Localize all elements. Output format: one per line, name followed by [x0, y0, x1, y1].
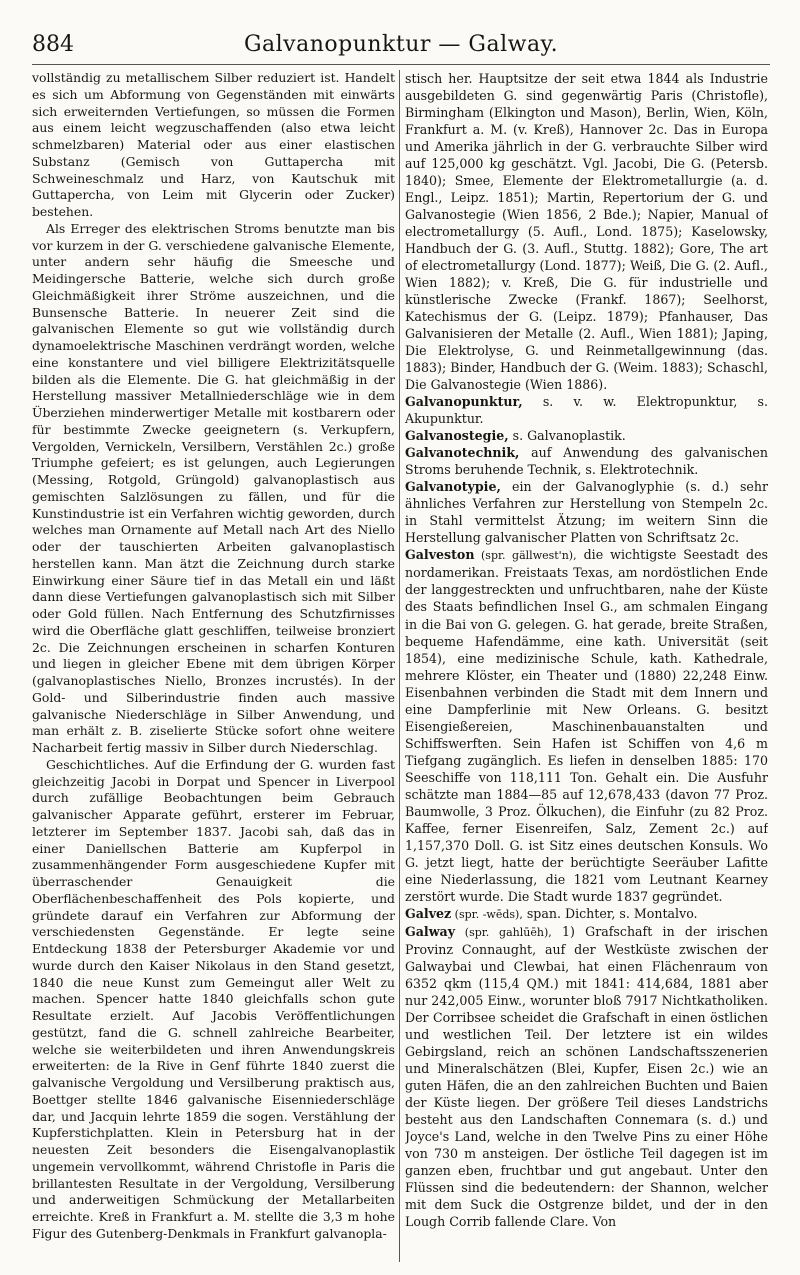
entry-headword: Galvanotypie,	[405, 479, 501, 495]
entry-pronunciation: (spr. gällwest'n),	[474, 549, 577, 563]
dictionary-entry	[405, 923, 768, 1230]
left-column	[32, 70, 395, 1265]
dictionary-entry	[405, 427, 768, 444]
entry-headword: Galvez	[405, 905, 452, 921]
entry-headword: Galvanostegie,	[405, 428, 509, 444]
entry-text: s. Galvanoplastik.	[508, 428, 626, 444]
dictionary-entry	[405, 546, 768, 904]
paragraph: Als Erreger des elektrischen Stroms benutzte man bis vor kurzem in der G. verschiedene galvanische Elemente, unter andern sehr häufig die Smeesche und Meidingersche Batterie, welche sich durch große Gleichmäßigkeit ihrer Ströme auszeichnen, und die Bunsensche Batterie. In neuerer Zeit sind die galvanischen Elemente so gut wie vollständig durch dynamoelektrische Maschinen verdrängt worden, welche eine konstantere und viel billigere Elektrizitätsquelle bilden als die Elemente. Die G. hat gleichmäßig in der Herstellung massiver Metallniederschläge wie in dem Überziehen minderwertiger Metalle mit kostbarern oder für bestimmte Zwecke geeignetern (s. Verkupfern, Vergolden, Vernickeln, Versilbern, Verstählen 2c.) große Triumphe gefeiert; es ist gelungen, auch Legierungen (Messing, Rotgold, Grüngold) galvanoplastisch aus gemischten Salzlösungen zu fällen, und für die Kunstindustrie ist ein Verfahren wichtig geworden, durch welches man Ornamente auf Metall nach Art des Niello oder der tauschierten Arbeiten galvanoplastisch herstellen kann. Man ätzt die Zeichnung durch starke Einwirkung einer Säure tief in das Metall ein und läßt dann diese Vertiefungen galvanoplastisch sich mit Silber oder Gold füllen. Nach Entfernung des Schutzfirnisses wird die Oberfläche glatt geschliffen, teilweise bronziert 2c. Die Zeichnungen erscheinen in scharfen Konturen und liegen in gleicher Ebene mit dem übrigen Körper (galvanoplastisches Niello, Bronzes incrustés). In der Gold- und Silberindustrie finden auch massive galvanische Niederschläge in Silber Anwendung, und man erhält z. B. ziselierte Stücke sofort ohne weitere Nacharbeit fertig massiv in Silber durch Niederschlag.	[32, 220, 395, 755]
entry-headword: Galvanopunktur,	[405, 394, 523, 410]
entry-text: s. v. w. Elektropunktur, s. Akupunktur.	[405, 394, 768, 427]
entry-text: span. Dichter, s. Montalvo.	[522, 905, 698, 921]
entry-headword: Galvanotechnik,	[405, 445, 520, 461]
entry-text: ein der Galvanoglyphie (s. d.) sehr ähnliches Verfahren zur Herstellung von Stempeln 2c. in Stahl vermittelst Ätzung; im weitern Sinn die Herstellung galvanischer Platten von Schriftsatz 2c.	[405, 479, 768, 546]
running-title: Galvanopunktur — Galway.	[243, 32, 559, 57]
dictionary-entry	[405, 905, 768, 923]
entry-headword: Galway	[405, 923, 456, 939]
dictionary-entry	[405, 478, 768, 546]
entry-pronunciation: (spr. -wēds),	[451, 907, 523, 921]
entry-text: auf Anwendung des galvanischen Stroms beruhende Technik, s. Elektrotechnik.	[405, 445, 768, 478]
page-header	[32, 30, 770, 65]
paragraph: Geschichtliches. Auf die Erfindung der G. wurden fast gleichzeitig Jacobi in Dorpat und Spencer in Liverpool durch zufällige Beobachtungen beim Gebrauch galvanischer Apparate geführt, ersterer im Februar, letzterer im September 1837. Jacobi sah, daß das in einer Daniellschen Batterie am Kupferpol in zusammenhängender Form ausgeschiedene Kupfer mit überraschender Genauigkeit die Oberflächenbeschaffenheit des Pols kopierte, und gründete darauf ein Verfahren zur Abformung der verschiedensten Gegenstände. Er legte seine Entdeckung 1838 der Petersburger Akademie vor und wurde durch den Kaiser Nikolaus in den Stand gesetzt, 1840 die neue Kunst zum Gemeingut aller Welt zu machen. Spencer hatte 1840 gleichfalls schon gute Resultate erzielt. Auf Jacobis Veröffentlichungen gestützt, fand die G. schnell zahlreiche Bearbeiter, welche sie weiterbildeten und ihren Anwendungskreis erweiterten: de la Rive in Genf führte 1840 zuerst die galvanische Vergoldung und Versilberung praktisch aus, Boettger stellte 1846 galvanische Eisenniederschläge dar, und Jacquin lehrte 1859 die sogen. Verstählung der Kupferstichplatten. Klein in Petersburg hat in der neuesten Zeit besonders die Eisengalvanoplastik ungemein vervollkommt, während Christofle in Paris die brillantesten Resultate in der Vergoldung, Versilberung und anderweitigen Schmückung der Metallarbeiten erreichte. Kreß in Frankfurt a. M. stellte die 3,3 m hohe Figur des Gutenberg-Denkmals in Frankfurt galvanopla-	[32, 756, 395, 1241]
dictionary-entry	[405, 393, 768, 427]
page-number: 884	[32, 32, 74, 57]
entry-pronunciation: (spr. gahlūēh),	[455, 925, 552, 939]
dictionary-entry	[405, 444, 768, 478]
paragraph: stisch her. Hauptsitze der seit etwa 1844 als Industrie ausgebildeten G. sind gegenwärtig Paris (Christofle), Birmingham (Elkington und Mason), Berlin, Wien, Köln, Frankfurt a. M. (v. Kreß), Hannover 2c. Das in Europa und Amerika jährlich in der G. verbrauchte Silber wird auf 125,000 kg geschätzt. Vgl. Jacobi, Die G. (Petersb. 1840); Smee, Elemente der Elektrometallurgie (a. d. Engl., Leipz. 1851); Martin, Repertorium der G. und Galvanostegie (Wien 1856, 2 Bde.); Napier, Manual of electrometallurgy (5. Aufl., Lond. 1875); Kaselowsky, Handbuch der G. (3. Aufl., Stuttg. 1882); Gore, The art of electrometallurgy (Lond. 1877); Weiß, Die G. (2. Aufl., Wien 1882); v. Kreß, Die G. für industrielle und künstlerische Zwecke (Frankf. 1867); Seelhorst, Katechismus der G. (Leipz. 1879); Pfanhauser, Das Galvanisieren der Metalle (2. Aufl., Wien 1881); Japing, Die Elektrolyse, G. und Reinmetallgewinnung (das. 1883); Binder, Handbuch der G. (Weim. 1883); Schaschl, Die Galvanostegie (Wien 1886).	[405, 71, 768, 393]
column-divider	[399, 70, 400, 1262]
paragraph: vollständig zu metallischem Silber reduziert ist. Handelt es sich um Abformung von Gegenständen mit einwärts sich erweiternden Vertiefungen, so müssen die Formen aus einem leicht wegzuschaffenden (also etwa leicht schmelzbaren) Material oder aus einer elastischen Substanz (Gemisch von Guttapercha mit Schweineschmalz und Harz, von Kautschuk mit Guttapercha, von Leim mit Glycerin oder Zucker) bestehen.	[32, 70, 395, 219]
right-column	[405, 70, 768, 1265]
entry-headword: Galveston	[405, 547, 475, 563]
entry-text: 1) Grafschaft in der irischen Provinz Connaught, auf der Westküste zwischen der Galwaybai und Clewbai, hat einen Flächenraum von 6352 qkm (115,4 QM.) mit 1841: 414,684, 1881 aber nur 242,005 Einw., worunter bloß 7917 Nichtkatholiken. Der Corribsee scheidet die Grafschaft in einen östlichen und westlichen Teil. Der letztere ist ein wildes Gebirgsland, reich an schönen Landschaftsszenerien und Mineralschätzen (Blei, Kupfer, Eisen 2c.) wie an guten Häfen, die an den zahlreichen Buchten und Baien der Küste liegen. Der größere Teil dieses Landstrichs besteht aus den Landschaften Connemara (s. d.) und Joyce's Land, welche in den Twelve Pins zu einer Höhe von 730 m ansteigen. Der östliche Teil dagegen ist im ganzen eben, fruchtbar und gut angebaut. Unter den Flüssen sind die bedeutendern: der Shannon, welcher mit dem Suck die Ostgrenze bildet, und der in den Lough Corrib fallende Clare. Von	[405, 923, 768, 1230]
entry-text: die wichtigste Seestadt des nordamerikan. Freistaats Texas, am nordöstlichen Ende der langgestreckten und unfruchtbaren, nahe der Küste des Staats befindlichen Insel G., am schmalen Eingang in die Bai von G. gelegen. G. hat gerade, breite Straßen, bequeme Hafendämme, eine kath. Universität (seit 1854), eine medizinische Schule, kath. Kathedrale, mehrere Klöster, ein Theater und (1880) 22,248 Einw. Eisenbahnen verbinden die Stadt mit dem Innern und eine Dampferlinie mit New Orleans. G. besitzt Eisengießereien, Maschinenbauanstalten und Schiffswerften. Sein Hafen ist Schiffen von 4,6 m Tiefgang zugänglich. Es liefen in denselben 1885: 170 Seeschiffe von 118,111 Ton. Gehalt ein. Die Ausfuhr schätzte man 1884—85 auf 12,678,433 (davon 77 Proz. Baumwolle, 3 Proz. Ölkuchen), die Einfuhr (zu 82 Proz. Kaffee, ferner Eisenreifen, Salz, Zement 2c.) auf 1,157,370 Doll. G. ist Sitz eines deutschen Konsuls. Wo G. jetzt liegt, hatte der berüchtigte Seeräuber Lafitte eine Niederlassung, die 1821 vom Leutnant Kearney zerstört wurde. Die Stadt wurde 1837 gegründet.	[405, 547, 768, 904]
